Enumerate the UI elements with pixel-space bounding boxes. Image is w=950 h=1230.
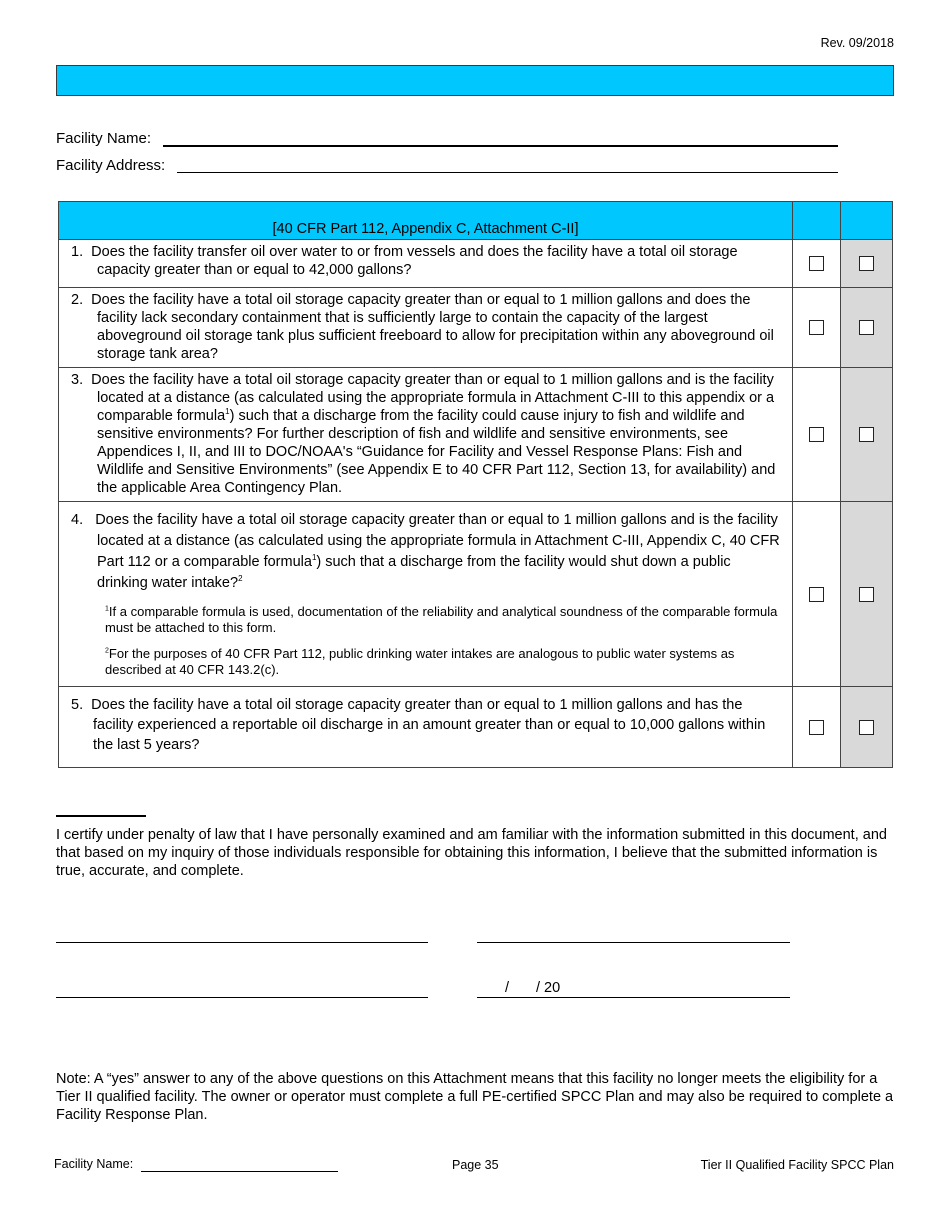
yes-cell <box>793 240 841 288</box>
no-checkbox-3[interactable] <box>859 427 874 442</box>
question-text: Does the facility have a total oil storage capacity greater than or equal to 1 million gallons and is the facility located at a distance (as calculated using the appropriate formula in Attachment C-III, Appendix C, 40 CFR Part 112 or a comparable formula <box>95 512 780 570</box>
footnote-2: $^2$For the purposes of 40 CFR Part 112, public drinking water intakes are analogous to public water systems as described at 40 CFR 143.2(c). <box>105 646 735 677</box>
table-row <box>59 687 893 768</box>
question-2 <box>59 288 793 368</box>
date-field[interactable] <box>477 997 790 998</box>
facility-name-field[interactable] <box>163 145 838 147</box>
question-1 <box>59 240 793 288</box>
question-4 <box>59 502 793 687</box>
question-number: 5. <box>71 697 84 713</box>
page-number: Page 35 <box>452 1158 499 1172</box>
footnote-1: $^1$If a comparable formula is used, documentation of the reliability and analytical soundness of the comparable formula must be attached to this form. <box>105 604 778 635</box>
yes-checkbox-1[interactable] <box>809 256 824 271</box>
date-slash: / <box>505 980 510 996</box>
table-header: [40 CFR Part 112, Appendix C, Attachment C-II] <box>59 202 793 240</box>
date-year-prefix: / 20 <box>536 980 561 996</box>
yes-cell <box>793 502 841 687</box>
table-row <box>59 240 893 288</box>
question-number: 1. <box>71 244 84 260</box>
yes-column-header <box>793 202 841 240</box>
question-text: Does the facility transfer oil over water to or from vessels and does the facility have a total oil storage capacity greater than or equal to 42,000 gallons? <box>91 244 738 278</box>
no-cell <box>841 368 893 502</box>
no-checkbox-5[interactable] <box>859 720 874 735</box>
title-banner <box>56 65 894 96</box>
question-text: Does the facility have a total oil storage capacity greater than or equal to 1 million gallons and does the facility lack secondary containment that is sufficiently large to contain the capacity of the largest aboveground oil storage tank plus sufficient freeboard to allow for precipitation within any aboveground oil storage tank area? <box>91 292 774 362</box>
footnote-ref: 1 <box>225 407 230 417</box>
no-checkbox-4[interactable] <box>859 587 874 602</box>
footer-facility-field[interactable] <box>141 1171 338 1172</box>
question-text-cont: ) such that a discharge from the facility could cause injury to fish and wildlife and sensitive environments? For further description of fish and wildlife and sensitive environments, see Appendices I, II, and III to DOC/NOAA's “Guidance for Facility and Vessel Response Plans: Fish and Wildlife and Sensitive Environments” (see Appendix E to 40 CFR Part 112, Section 13, for availability) and the applicable Area Contingency Plan. <box>97 408 776 496</box>
title-field[interactable] <box>56 997 428 998</box>
yes-cell <box>793 368 841 502</box>
certification-statement: I certify under penalty of law that I have personally examined and am familiar with the information submitted in this document, and that based on my inquiry of those individuals responsible for obtaining this information, I believe that the submitted information is true, accurate, and complete. <box>56 827 887 879</box>
plan-title: Tier II Qualified Facility SPCC Plan <box>700 1158 894 1172</box>
no-cell <box>841 288 893 368</box>
question-text-cont: ) such that a discharge from the facility would shut down a public drinking water intake? <box>97 554 731 591</box>
facility-name-label: Facility Name: <box>56 130 152 147</box>
revision-label: Rev. 09/2018 <box>820 36 894 50</box>
section-divider <box>56 815 146 817</box>
applicability-table <box>58 201 893 768</box>
question-number: 4. <box>71 512 84 528</box>
no-column-header <box>841 202 893 240</box>
table-row <box>59 368 893 502</box>
no-cell <box>841 502 893 687</box>
question-text: Does the facility have a total oil storage capacity greater than or equal to 1 million gallons and is the facility located at a distance (as calculated using the appropriate formula in Attachment C-III to this appendix or a comparable formula <box>91 372 775 424</box>
no-checkbox-1[interactable] <box>859 256 874 271</box>
question-text: Does the facility have a total oil storage capacity greater than or equal to 1 million gallons and has the facility experienced a reportable oil discharge in an amount greater than or equal to 10,000 gallons within the last 5 years? <box>91 697 766 753</box>
yes-checkbox-5[interactable] <box>809 720 824 735</box>
yes-checkbox-2[interactable] <box>809 320 824 335</box>
footer-facility-label: Facility Name: <box>54 1157 134 1171</box>
table-header-row <box>59 202 893 240</box>
footnote-ref: 1 <box>311 553 317 563</box>
facility-address-field[interactable] <box>177 172 838 173</box>
no-cell <box>841 240 893 288</box>
footnote-ref-2: 2 <box>238 574 243 584</box>
table-row <box>59 288 893 368</box>
yes-cell <box>793 288 841 368</box>
question-number: 3. <box>71 372 84 388</box>
yes-cell <box>793 687 841 768</box>
question-number: 2. <box>71 292 84 308</box>
yes-checkbox-4[interactable] <box>809 587 824 602</box>
no-cell <box>841 687 893 768</box>
facility-address-label: Facility Address: <box>56 157 166 174</box>
yes-checkbox-3[interactable] <box>809 427 824 442</box>
no-checkbox-2[interactable] <box>859 320 874 335</box>
name-field[interactable] <box>477 942 790 943</box>
eligibility-note: Note: A “yes” answer to any of the above questions on this Attachment means that this facility no longer meets the eligibility for a Tier II qualified facility. The owner or operator must complete a full PE-certified SPCC Plan and may also be required to complete a Facility Response Plan. <box>56 1071 894 1123</box>
table-row <box>59 502 893 687</box>
signature-field[interactable] <box>56 942 428 943</box>
question-3 <box>59 368 793 502</box>
question-5 <box>59 687 793 768</box>
